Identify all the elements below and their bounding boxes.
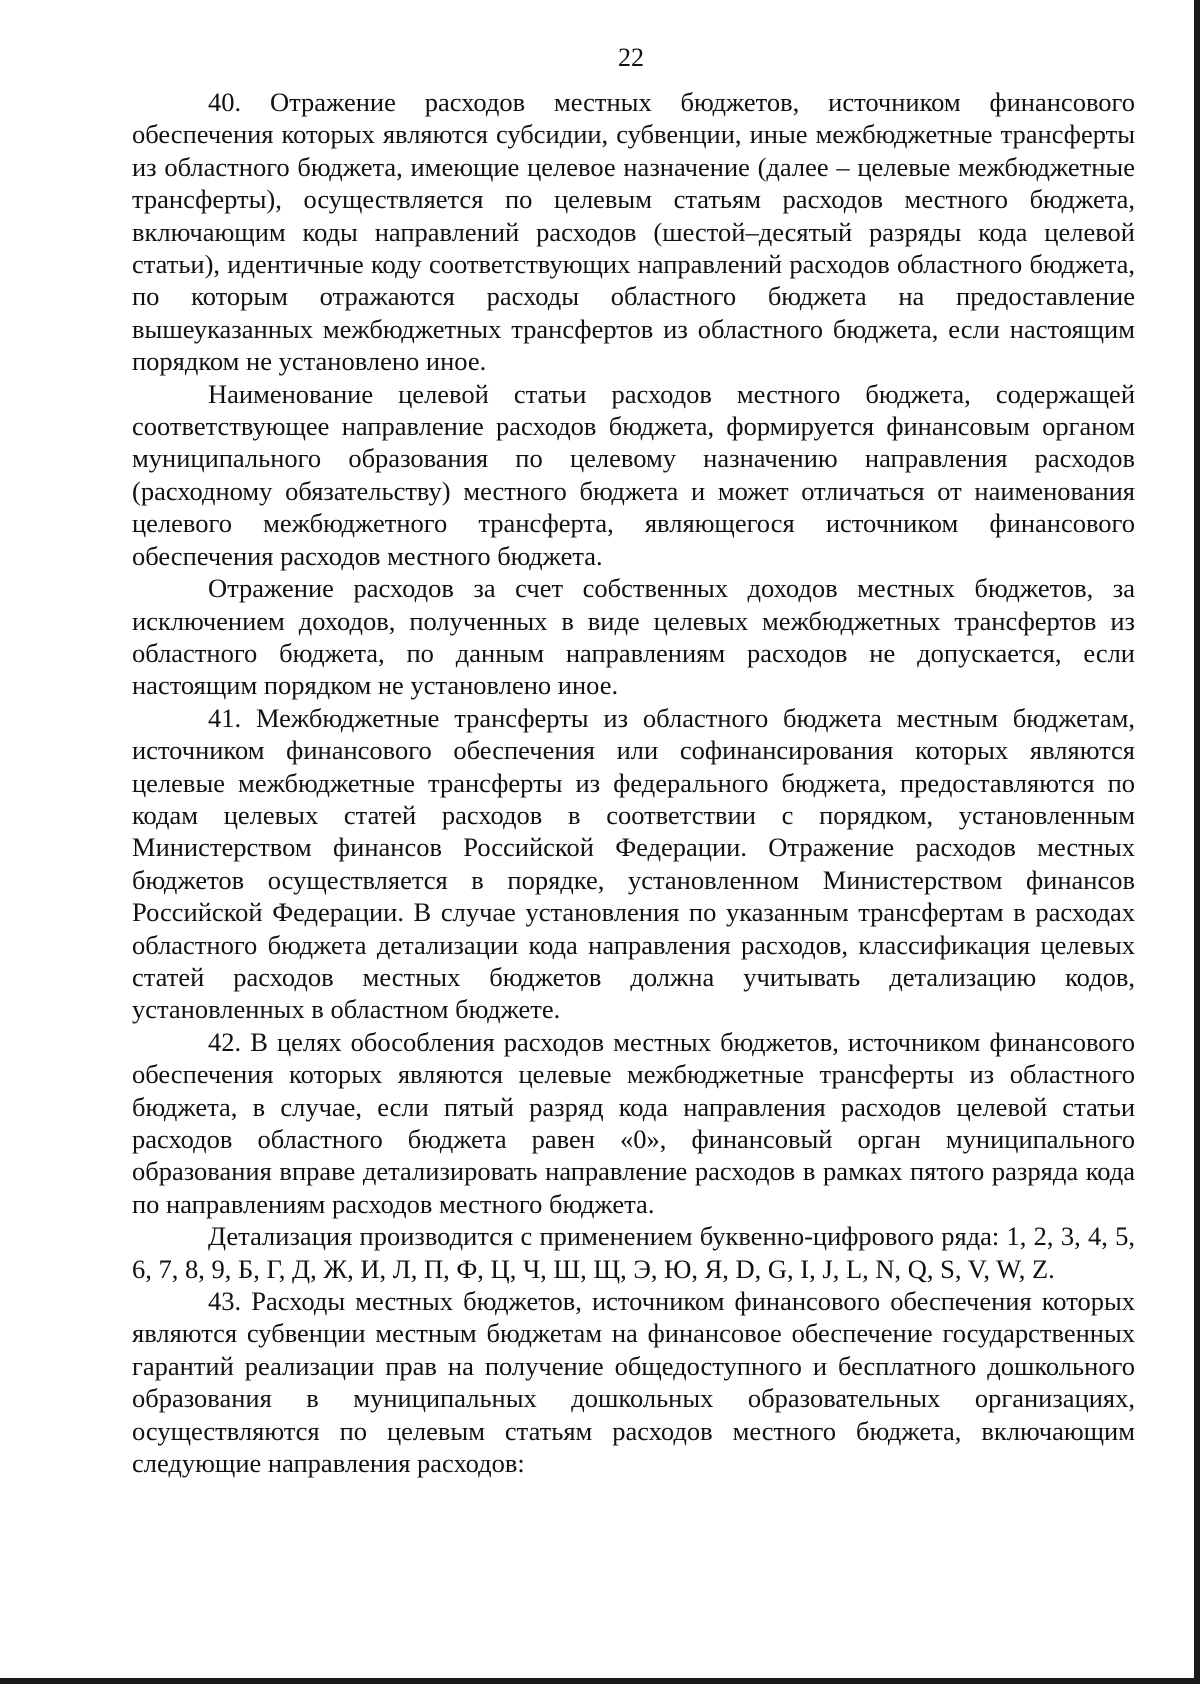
paragraph-detailing-series: Детализация производится с применением буквенно-цифрового ряда: 1, 2, 3, 4, 5, 6, 7, 8, 9, Б, Г, Д, Ж, И, Л, П, Ф, Ц, Ч, Ш, Щ, Э, Ю, Я, D, G, I, J, L, N, Q, S, V, W, Z.: [132, 1221, 1135, 1284]
scan-edge-bottom: [0, 1678, 1200, 1684]
paragraph-40: 40. Отражение расходов местных бюджетов, источником финансового обеспечения которых являются субсидии, субвенции, иные межбюджетные трансферты из областного бюджета, имеющие целевое назначение (далее – целевые межбюджетные трансферты), осуществляется по целевым статьям расходов местного бюджета, включающим коды направлений расходов (шестой–десятый разряды кода целевой статьи), идентичные коду соответствующих направлений расходов областного бюджета, по которым отражаются расходы областного бюджета на предоставление вышеуказанных межбюджетных трансфертов из областного бюджета, если настоящим порядком не установлено иное.: [132, 87, 1135, 377]
paragraph-42: 42. В целях обособления расходов местных бюджетов, источником финансового обеспечения которых являются целевые межбюджетные трансферты из областного бюджета, в случае, если пятый разряд кода направления расходов целевой статьи расходов областного бюджета равен «0», финансовый орган муниципального образования вправе детализировать направление расходов в рамках пятого разряда кода по направлениям расходов местного бюджета.: [132, 1026, 1135, 1219]
paragraph-target-article-name: Наименование целевой статьи расходов местного бюджета, содержащей соответствующее направление расходов бюджета, формируется финансовым органом муниципального образования по целевому назначению направления расходов (расходному обязательству) местного бюджета и может отличаться от наименования целевого межбюджетного трансферта, являющегося источником финансового обеспечения расходов местного бюджета.: [132, 378, 1135, 571]
scan-edge-right: [1194, 0, 1200, 1684]
paragraph-41: 41. Межбюджетные трансферты из областного бюджета местным бюджетам, источником финансового обеспечения или софинансирования которых являются целевые межбюджетные трансферты из федерального бюджета, предоставляются по кодам целевых статей расходов в соответствии с порядком, установленным Министерством финансов Российской Федерации. Отражение расходов местных бюджетов осуществляется в порядке, установленном Министерством финансов Российской Федерации. В случае установления по указанным трансфертам в расходах областного бюджета детализации кода направления расходов, классификация целевых статей расходов местных бюджетов должна учитывать детализацию кодов, установленных в областном бюджете.: [132, 702, 1135, 1025]
document-body: [132, 86, 1135, 1479]
paragraph-own-revenue-expenses: Отражение расходов за счет собственных доходов местных бюджетов, за исключением доходов, полученных в виде целевых межбюджетных трансфертов из областного бюджета, по данным направлениям расходов не допускается, если настоящим порядком не установлено иное.: [132, 573, 1135, 701]
paragraph-43: 43. Расходы местных бюджетов, источником финансового обеспечения которых являются субвенции местным бюджетам на финансовое обеспечение государственных гарантий реализации прав на получение общедоступного и бесплатного дошкольного образования в муниципальных дошкольных образовательных организациях, осуществляются по целевым статьям расходов местного бюджета, включающим следующие направления расходов:: [132, 1286, 1135, 1479]
page-number: 22: [618, 43, 644, 72]
